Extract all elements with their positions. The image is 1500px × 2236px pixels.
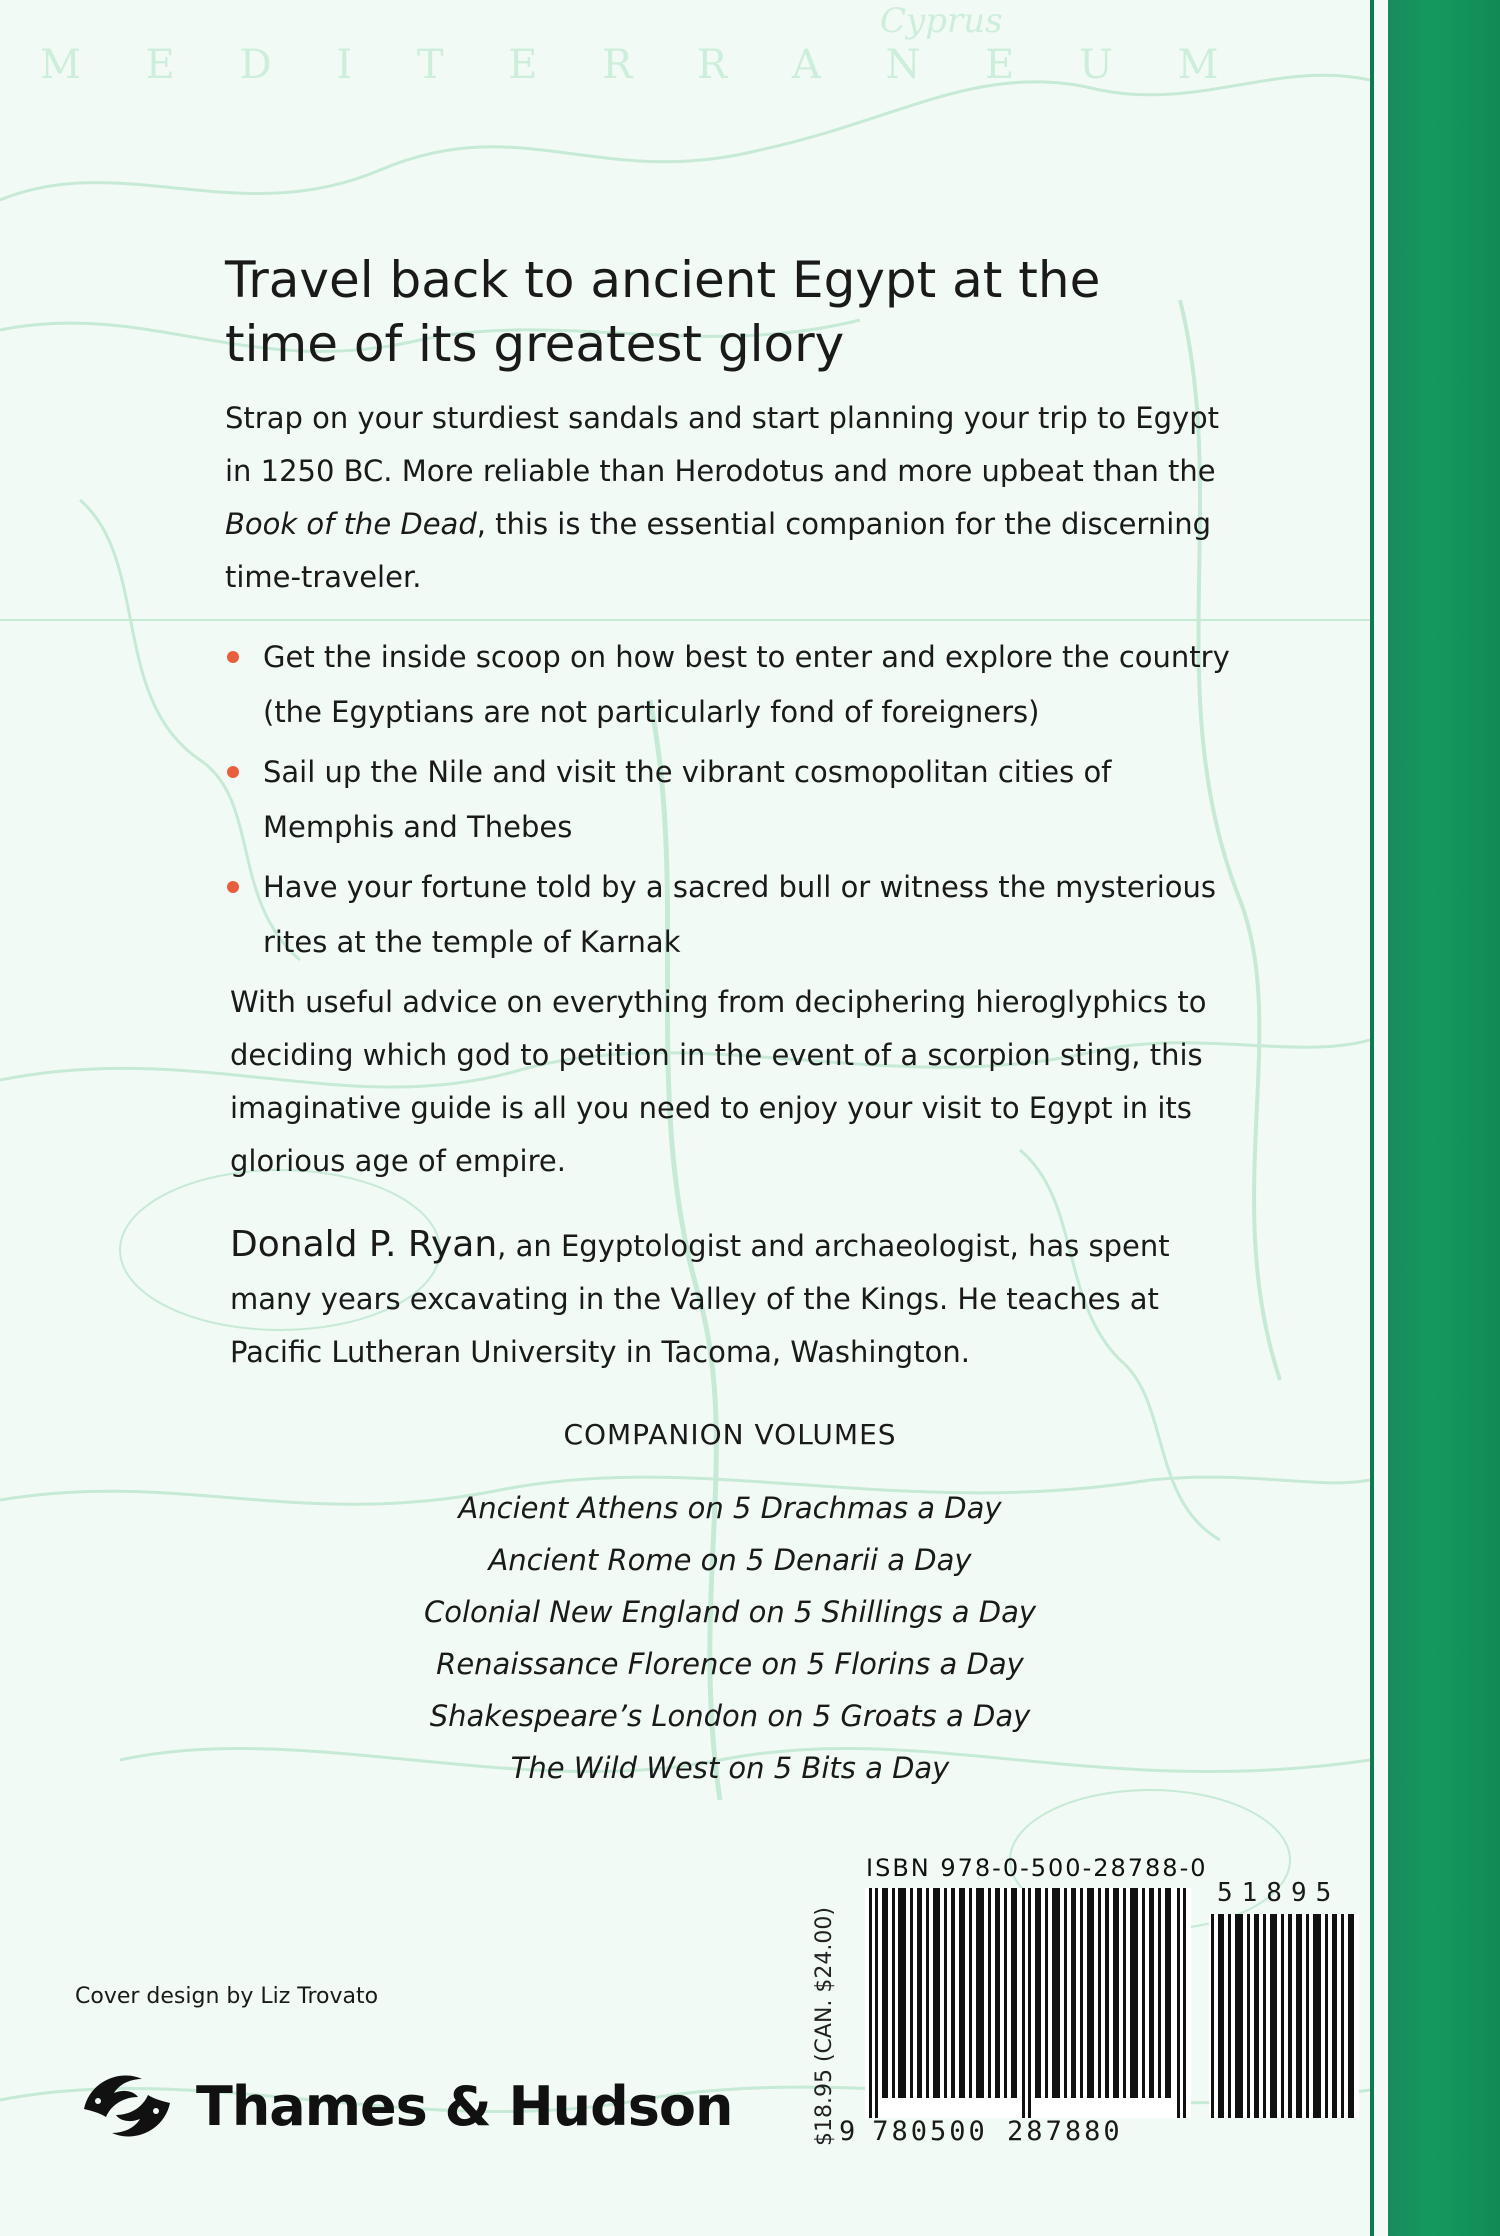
companion-volume: Renaissance Florence on 5 Florins a Day (436, 1647, 1024, 1681)
price-label: $18.95 (CAN. $24.00) (812, 1907, 837, 2146)
intro-text-end: , this is the essential companion for the discerning time-traveler. (225, 507, 1212, 594)
spine-edge (1370, 0, 1374, 2236)
closing-paragraph: With useful advice on everything from deciphering hieroglyphics to deciding which god to petition in the event of a scorpion sting, this imaginative guide is all you need to enjoy your visit to Egypt in its glorious age of empire. (230, 985, 1207, 1178)
author-bio (230, 1218, 1250, 1379)
barcode-digits (839, 2116, 1123, 2147)
ean-barcode (865, 1888, 1191, 2118)
barcode-number: 780500 287880 (872, 2116, 1123, 2147)
bullet-icon (227, 651, 239, 663)
intro-paragraph (225, 392, 1245, 604)
barcode (839, 1878, 1360, 2148)
dolphins-logo-icon (72, 2061, 182, 2151)
headline-line-1: Travel back to ancient Egypt at the (225, 251, 1101, 309)
barcode-lead-digit: 9 (839, 2116, 859, 2147)
bullet-icon (227, 766, 239, 778)
companion-volume: Ancient Rome on 5 Denarii a Day (488, 1543, 972, 1577)
companion-volume: The Wild West on 5 Bits a Day (510, 1751, 950, 1785)
intro-text-start: Strap on your sturdiest sandals and start planning your trip to Egypt in 1250 BC. More reliable than Herodotus and more upbeat than the (225, 401, 1219, 488)
publisher-name: Thames & Hudson (196, 2074, 733, 2138)
cover-design-credit: Cover design by Liz Trovato (75, 1984, 379, 2009)
intro-book-title: Book of the Dead (225, 507, 477, 541)
feature-item (225, 860, 1245, 970)
feature-text: Sail up the Nile and visit the vibrant cosmopolitan cities of Memphis and Thebes (263, 755, 1112, 844)
isbn-label: ISBN 978-0-500-28788-0 (866, 1854, 1208, 1882)
green-spine (1388, 0, 1500, 2236)
publisher-imprint (72, 2056, 732, 2156)
addon-barcode (1209, 1914, 1359, 2118)
companion-volumes-list (230, 1482, 1230, 1794)
feature-item (225, 630, 1245, 740)
companion-volume: Colonial New England on 5 Shillings a Day (423, 1595, 1037, 1629)
feature-text: Get the inside scoop on how best to enter and explore the country (the Egyptians are not particularly fond of foreigners) (263, 640, 1230, 729)
feature-list (225, 630, 1245, 975)
author-bio-text: , an Egyptologist and archaeologist, has spent many years excavating in the Valley of the Kings. He teaches at Pacific Lutheran University in Tacoma, Washington. (230, 1229, 1170, 1369)
price-addon-digits: 51895 (1217, 1878, 1341, 1908)
feature-text: Have your fortune told by a sacred bull or witness the mysterious rites at the temple of Karnak (263, 870, 1217, 959)
author-name: Donald P. Ryan (230, 1224, 498, 1265)
feature-item (225, 745, 1245, 855)
companion-volumes-heading: COMPANION VOLUMES (563, 1418, 897, 1451)
companion-volume: Shakespeare’s London on 5 Groats a Day (429, 1699, 1031, 1733)
companion-volume: Ancient Athens on 5 Drachmas a Day (458, 1491, 1002, 1525)
headline (225, 248, 1225, 376)
headline-line-2: time of its greatest glory (225, 315, 845, 373)
map-label-sea: M E D I T E R R A N E U M (40, 42, 1245, 88)
map-label-cyprus: Cyprus (880, 1, 1003, 41)
bullet-icon (227, 881, 239, 893)
